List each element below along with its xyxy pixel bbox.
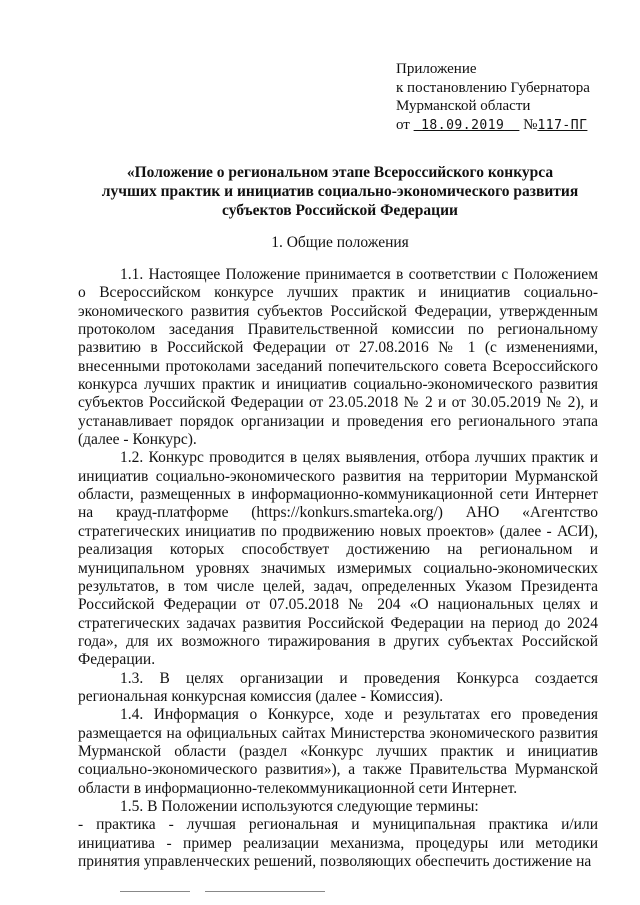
paragraph-1-2: 1.2. Конкурс проводится в целях выявления, отбора лучших практик и инициатив социально-экономического развития на территории Мурманской области, размещенных в информационно-коммуникационной сети Интернет на крауд-платформе (https://konkurs.smarteka.org/) АНО «Агентство стратегических инициатив по продвижению новых проектов» (далее - АСИ), реализация которых способствует достижению на региональном и муниципальном уровнях значимых измеримых социально-экономических результатов, в том числе целей, задач, определенных Указом Президента Российской Федерации от 07.05.2018 № 204 «О национальных целях и стратегических задачах развития Российской Федерации на период до 2024 года», для их возможного тиражирования в других субъектах Российской Федерации. (78, 449, 598, 669)
number-label: № (523, 116, 538, 133)
scan-artifact-line (120, 891, 190, 892)
appendix-region: Мурманской области (396, 98, 531, 114)
appendix-block (396, 60, 636, 135)
term-practice: - практика - лучшая региональная и муниципальная практика и/или инициатива - пример реализации механизма, процедуры или методики принятия управленческих решений, позволяющих обеспечить достижение на (78, 816, 598, 870)
paragraph-1-4: 1.4. Информация о Конкурсе, ходе и результатах его проведения размещается на официальных сайтах Министерства экономического развития Мурманской области (раздел «Конкурс лучших практик и инициатив социально-экономического развития»), а также Правительства Мурманской области в информационно-телекоммуникационной сети Интернет. (78, 706, 598, 797)
title-line-1: «Положение о региональном этапе Всероссийского конкурса (126, 164, 554, 181)
scan-artifact-line (205, 891, 325, 892)
paragraph-1-1: 1.1. Настоящее Положение принимается в соответствии с Положением о Всероссийском конкурсе лучших практик и инициатив социально-экономического развития субъектов Российской Федерации, утвержденным протоколом заседания Правительственной комиссии по региональному развитию в Российской Федерации от 27.08.2016 № 1 (с изменениями, внесенными протоколами заседаний попечительского совета Всероссийского конкурса лучших практик и инициатив социально-экономического развития субъектов Российской Федерации от 23.05.2018 № 2 и от 30.05.2019 № 2), и устанавливает порядок организации и проведения его регионального этапа (далее - Конкурс). (78, 266, 598, 449)
from-label: от (396, 116, 410, 133)
appendix-date-number-line (396, 116, 636, 136)
decree-number: 117-ПГ (537, 117, 588, 133)
document-body (78, 266, 598, 871)
section-heading: 1. Общие положения (271, 234, 409, 251)
title-line-2: лучших практик и инициатив социально-экономического развития (101, 183, 579, 200)
paragraph-1-5: 1.5. В Положении используются следующие термины: (120, 797, 479, 815)
decree-date: 18.09.2019 (421, 117, 505, 133)
paragraph-1-3: 1.3. В целях организации и проведения Конкурса создается региональная конкурсная комиссия (далее - Комиссия). (78, 669, 598, 705)
document-title (80, 163, 600, 220)
appendix-decree-ref: к постановлению Губернатора (396, 79, 590, 96)
appendix-label: Приложение (396, 61, 477, 77)
title-line-3: субъектов Российской Федерации (222, 202, 458, 219)
